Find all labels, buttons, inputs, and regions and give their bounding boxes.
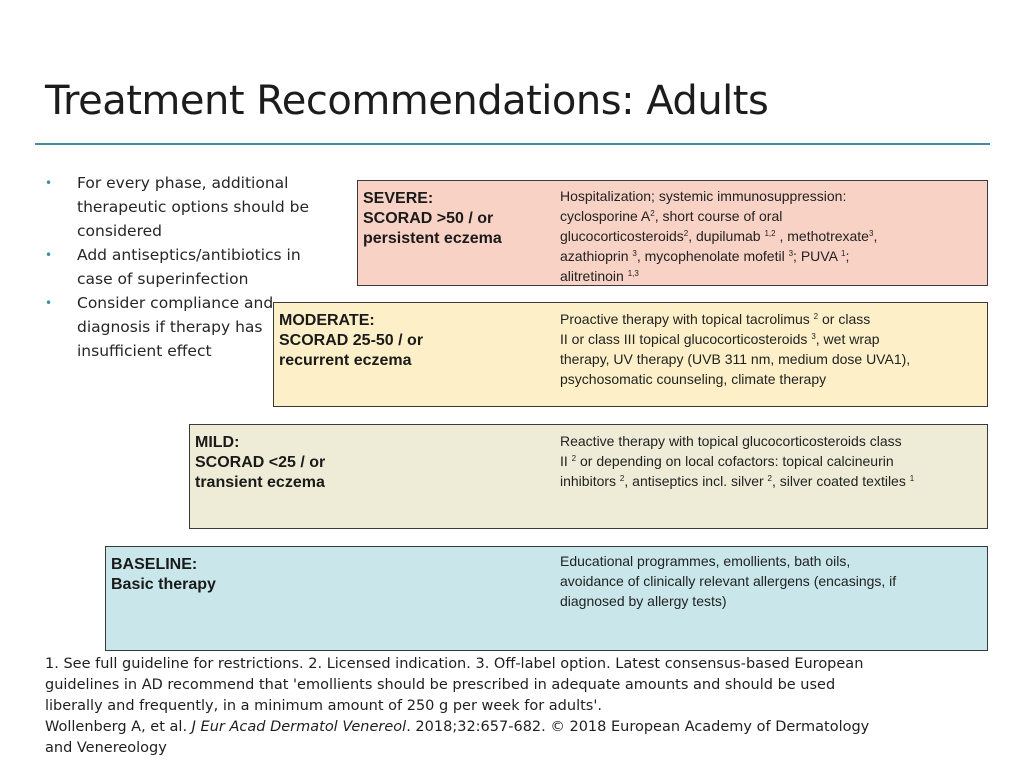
severe-therapy-text: Hospitalization; systemic immunosuppression: cyclosporine $A^2$, short course of oral glucocorticosteroids$^2$, dupilumab $^{1,2}$ , methotrexate$^3$, azathioprin $^3$, mycophenolate mofetil $^3$; PUVA $^1$; alitretinoin $^{1,3}$ xyxy=(560,188,878,284)
bullet-item: • Add antiseptics/antibiotics in case of superinfection xyxy=(45,243,345,291)
baseline-level-box xyxy=(105,546,988,651)
moderate-level-box xyxy=(273,302,988,407)
severe-label: SEVERE: SCORAD >50 / or persistent eczema xyxy=(363,190,502,247)
footnote-text: 1. See full guideline for restrictions. 2. Licensed indication. 3. Off-label option. Latest consensus-based European guidelines in AD recommend that 'emollients should be prescribed in adequate amounts and should be used liberally and frequently, in a minimum amount of 250 g per week for adults'. xyxy=(45,656,864,714)
bullet-item: • Consider compliance and diagnosis if therapy has insufficient effect xyxy=(45,291,345,363)
mild-level-box xyxy=(189,424,988,529)
notes-bullet-list xyxy=(45,171,345,363)
mild-label: MILD: SCORAD <25 / or transient eczema xyxy=(195,434,326,491)
baseline-therapy-text: Educational programmes, emollients, bath oils, avoidance of clinically relevant allergens (encasings, if diagnosed by allergy tests) xyxy=(560,553,897,609)
severe-level-box xyxy=(357,180,988,286)
title-divider xyxy=(35,143,990,145)
baseline-label: BASELINE: Basic therapy xyxy=(111,556,216,593)
citation: Wollenberg A, et al. J Eur Acad Dermatol Venereol. 2018;32:657-682. © 2018 European Academy of Dermatology and Venereology xyxy=(45,719,870,756)
bullet-item: • For every phase, additional therapeutic options should be considered xyxy=(45,171,345,243)
moderate-therapy-text: Proactive therapy with topical tacrolimus $^2$ or class II or class III topical glucocorticosteroids $^3$, wet wrap therapy, UV therapy (UVB 311 nm, medium dose UVA1), psychosomatic counseling, climate therapy xyxy=(560,311,911,387)
slide-title: Treatment Recommendations: Adults xyxy=(45,78,769,124)
mild-therapy-text: Reactive therapy with topical glucocorticosteroids class II $^2$ or depending on local cofactors: topical calcineurin inhibitors $^2$, antiseptics incl. silver $^2$, silver coated textiles $^1$ xyxy=(560,433,915,489)
bullet-dot-icon: • xyxy=(45,296,53,310)
bullet-dot-icon: • xyxy=(45,248,53,262)
bullet-dot-icon: • xyxy=(45,176,53,190)
footnotes xyxy=(45,654,995,759)
moderate-label: MODERATE: SCORAD 25-50 / or recurrent eczema xyxy=(279,312,424,369)
